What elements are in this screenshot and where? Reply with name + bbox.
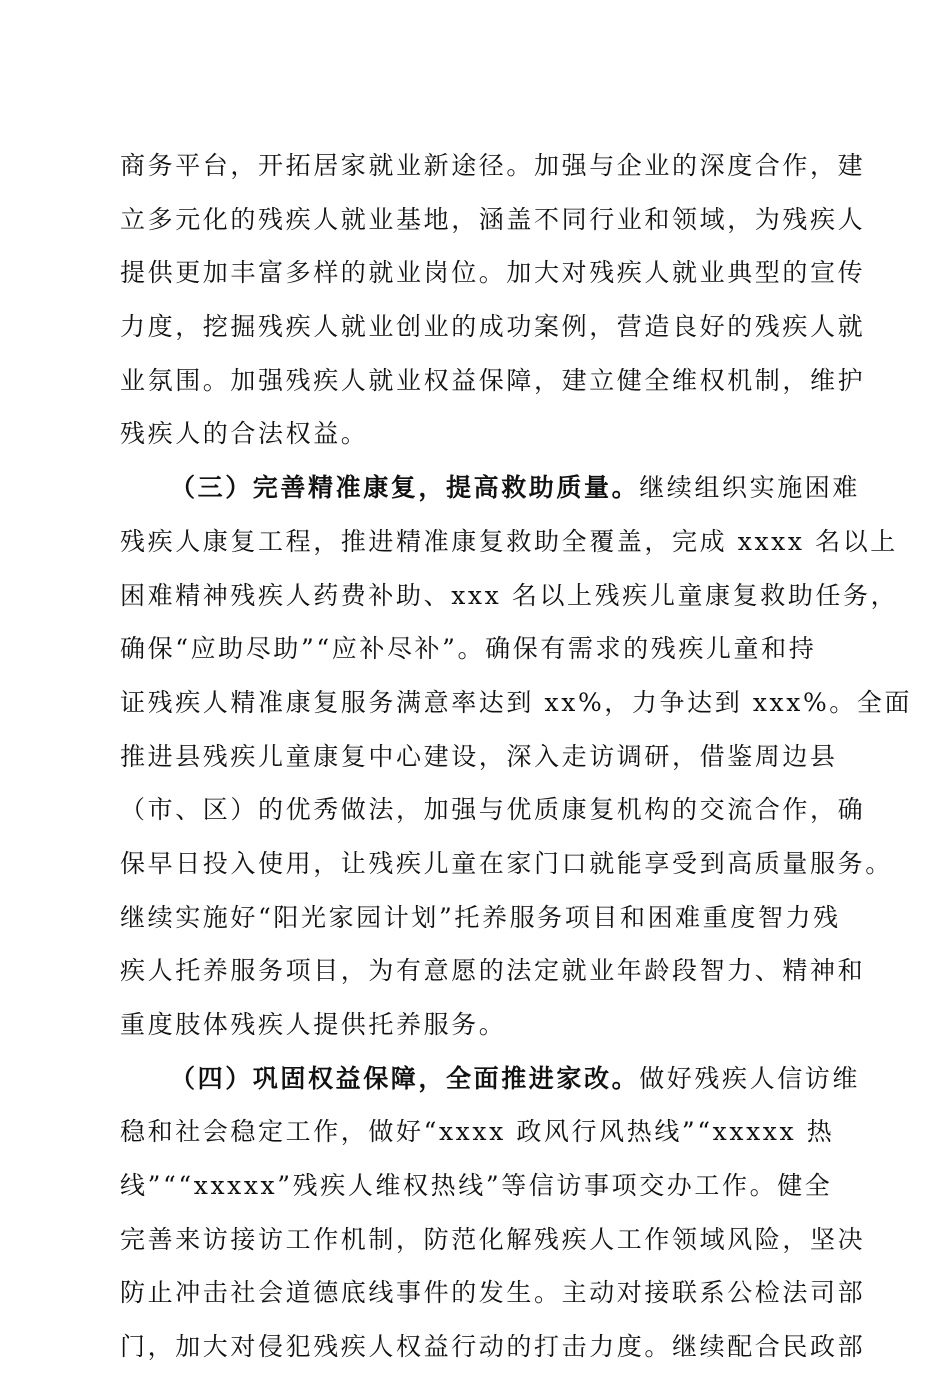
text-line: 提供更加丰富多样的就业岗位。加大对残疾人就业典型的宣传 (120, 258, 866, 288)
text-line: 重度肢体残疾人提供托养服务。 (120, 1010, 507, 1039)
text-line: 门，加大对侵犯残疾人权益行动的打击力度。继续配合民政部 (120, 1332, 866, 1362)
text-line: 推进县残疾儿童康复中心建设，深入走访调研，借鉴周边县 (120, 741, 838, 771)
text-line: 防止冲击社会道德底线事件的发生。主动对接联系公检法司部 (120, 1278, 866, 1308)
text-line: 业氛围。加强残疾人就业权益保障，建立健全维权机制，维护 (120, 365, 866, 395)
text-line: 稳和社会稳定工作，做好“xxxx 政风行风热线”“xxxxx 热 (120, 1117, 835, 1147)
text-line: 立多元化的残疾人就业基地，涵盖不同行业和领域，为残疾人 (120, 204, 866, 234)
text-line: 完善来访接访工作机制，防范化解残疾人工作领域风险，坚决 (120, 1224, 866, 1254)
document-body (120, 139, 913, 1374)
text-span: 继续组织实施困难 (639, 473, 861, 503)
text-line: 保早日投入使用，让残疾儿童在家门口就能享受到高质量服务。 (120, 848, 893, 878)
text-line: 证残疾人精准康复服务满意率达到 xx%，力争达到 xxx%。全面 (120, 687, 913, 717)
text-line: 确保“应助尽助”“应补尽补”。确保有需求的残疾儿童和持 (120, 634, 817, 664)
text-line: （市、区）的优秀做法，加强与优质康复机构的交流合作，确 (120, 795, 866, 825)
text-line: 线”““xxxxx”残疾人维权热线”等信访事项交办工作。健全 (120, 1171, 833, 1201)
paragraph-first-line (120, 461, 861, 515)
text-line: 商务平台，开拓居家就业新途径。加强与企业的深度合作，建 (120, 151, 866, 180)
text-line: 疾人托养服务项目，为有意愿的法定就业年龄段智力、精神和 (120, 956, 866, 986)
text-line: 残疾人康复工程，推进精准康复救助全覆盖，完成 xxxx 名以上 (120, 526, 898, 556)
text-span: 做好残疾人信访维 (639, 1063, 861, 1093)
section-heading-4: （四）巩固权益保障，全面推进家改。 (170, 1063, 640, 1093)
text-line: 力度，挖掘残疾人就业创业的成功案例，营造良好的残疾人就 (120, 312, 866, 342)
text-line: 困难精神残疾人药费补助、xxx 名以上残疾儿童康复救助任务， (120, 580, 899, 610)
text-line: 继续实施好“阳光家园计划”托养服务项目和困难重度智力残 (120, 902, 841, 932)
text-line: 残疾人的合法权益。 (120, 419, 369, 449)
paragraph-first-line (120, 1052, 861, 1106)
section-heading-3: （三）完善精准康复，提高救助质量。 (170, 473, 640, 503)
